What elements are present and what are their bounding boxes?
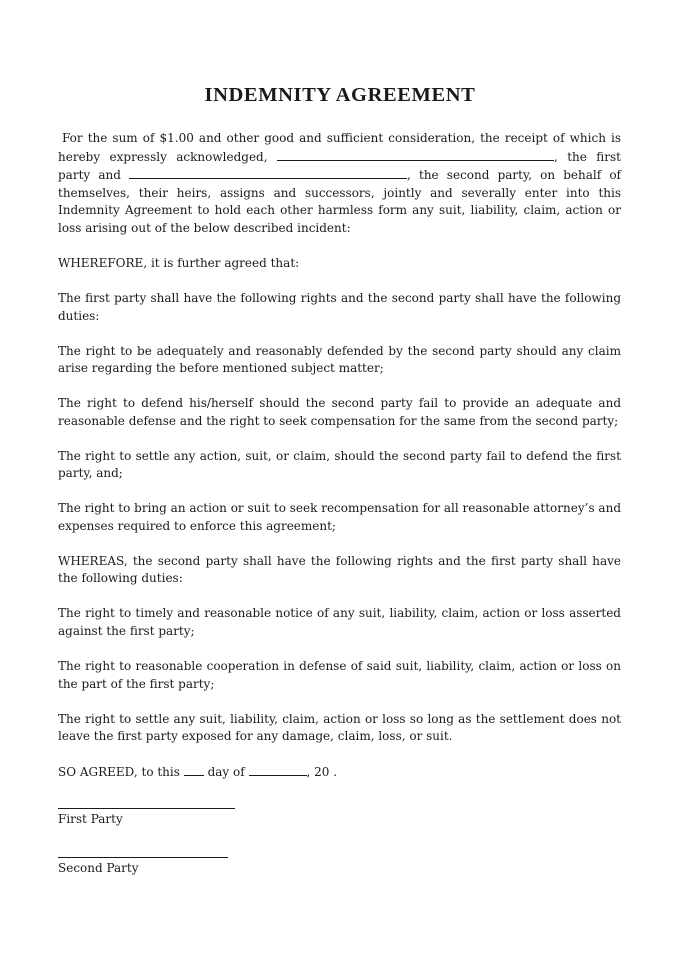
- clause-wherefore: WHEREFORE, it is further agreed that:: [58, 255, 300, 270]
- clause-right-settle-first: The right to settle any action, suit, or claim, should the second party fail to defend the first party, and;: [58, 448, 621, 481]
- first-party-signature-line[interactable]: [58, 808, 235, 809]
- intro-text-2: , the first party and: [58, 149, 621, 183]
- first-party-name-blank[interactable]: [277, 148, 554, 161]
- second-party-name-blank[interactable]: [129, 166, 407, 179]
- day-blank[interactable]: [184, 763, 204, 776]
- intro-text-3: , the second party, on behalf of themselves, their heirs, assigns and successors, jointly and severally enter into this Indemnity Agreement to hold each other harmless form any suit, liability, claim, action or loss arising out of the below described incident:: [58, 168, 621, 235]
- agreed-prefix: SO AGREED, to this: [58, 765, 180, 780]
- document-title: INDEMNITY AGREEMENT: [204, 84, 476, 106]
- intro-text-1: For the sum of $1.00 and other good and sufficient consideration, the receipt of which is hereby expressly acknowledged,: [58, 131, 621, 164]
- clause-right-notice: The right to timely and reasonable notice of any suit, liability, claim, action or loss asserted against the first party;: [58, 606, 621, 638]
- agreed-day-word: day of: [207, 765, 245, 780]
- agreed-year: , 20 .: [306, 765, 338, 780]
- clause-right-bring-action: The right to bring an action or suit to seek recompensation for all reasonable attorney’s and expenses required to enforce this agreement;: [58, 501, 621, 533]
- intro-paragraph: [58, 130, 621, 238]
- clause-right-cooperation: The right to reasonable cooperation in defense of said suit, liability, claim, action or loss on the part of the first party;: [58, 658, 621, 691]
- month-blank[interactable]: [249, 763, 307, 776]
- first-party-label: First Party: [58, 812, 123, 826]
- second-party-signature-line[interactable]: [58, 857, 228, 858]
- second-party-label: Second Party: [58, 861, 139, 875]
- clause-right-defended: The right to be adequately and reasonably defended by the second party should any claim arise regarding the before mentioned subject matter;: [58, 343, 621, 376]
- clause-first-party-rights: The first party shall have the following rights and the second party shall have the following duties:: [58, 290, 621, 323]
- so-agreed-line: [58, 763, 621, 782]
- document-body: [58, 130, 621, 799]
- clause-whereas: WHEREAS, the second party shall have the following rights and the first party shall have the following duties:: [58, 553, 621, 586]
- clause-right-settle-second: The right to settle any suit, liability, claim, action or loss so long as the settlement does not leave the first party exposed for any damage, claim, loss, or suit.: [58, 711, 621, 744]
- clause-right-defend-self: The right to defend his/herself should the second party fail to provide an adequate and reasonable defense and the right to seek compensation for the same from the second party;: [58, 396, 621, 428]
